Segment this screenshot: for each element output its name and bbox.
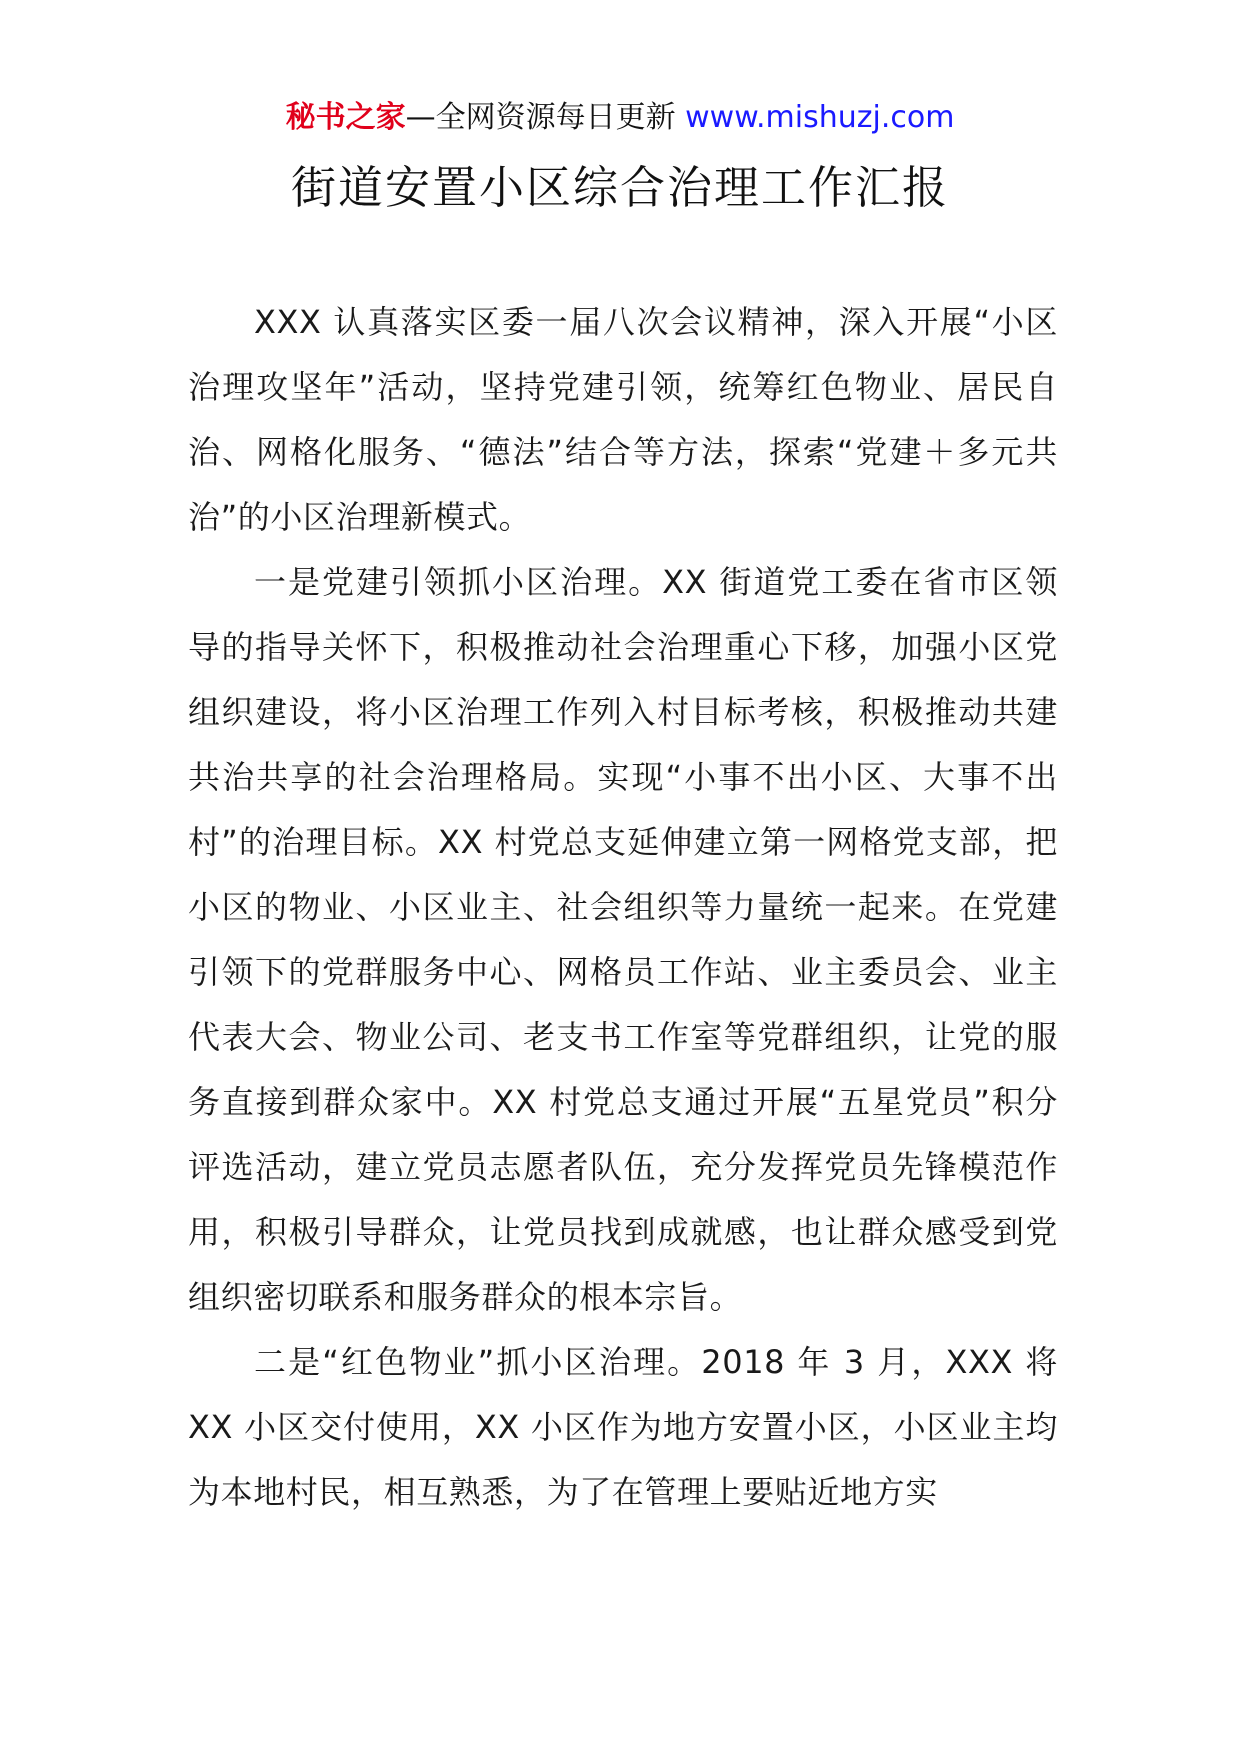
paragraph-intro: XXX 认真落实区委一届八次会议精神，深入开展“小区治理攻坚年”活动，坚持党建引领，统筹红色物业、居民自治、网格化服务、“德法”结合等方法，探索“党建＋多元共治”的小区治理新模式。 (188, 303, 1058, 536)
document-title: 街道安置小区综合治理工作汇报 (290, 161, 949, 214)
site-header (0, 98, 1240, 138)
paragraph-party-building: 一是党建引领抓小区治理。XX 街道党工委在省市区领导的指导关怀下，积极推动社会治理重心下移，加强小区党组织建设，将小区治理工作列入村目标考核，积极推动共建共治共享的社会治理格局。实现“小事不出小区、大事不出村”的治理目标。XX 村党总支延伸建立第一网格党支部，把小区的物业、小区业主、社会组织等力量统一起来。在党建引领下的党群服务中心、网格员工作站、业主委员会、业主代表大会、物业公司、老支书工作室等党群组织，让党的服务直接到群众家中。XX 村党总支通过开展“五星党员”积分评选活动，建立党员志愿者队伍，充分发挥党员先锋模范作用，积极引导群众，让党员找到成就感，也让群众感受到党组织密切联系和服务群众的根本宗旨。 (188, 563, 1058, 1316)
site-url-link[interactable]: www.mishuzj.com (685, 100, 955, 135)
paragraph-red-property: 二是“红色物业”抓小区治理。2018 年 3 月，XXX 将 XX 小区交付使用，XX 小区作为地方安置小区，小区业主均为本地村民，相互熟悉，为了在管理上要贴近地方实 (188, 1343, 1058, 1511)
document-body (188, 290, 1058, 1525)
site-brand: 秘书之家 (285, 100, 406, 135)
site-tagline: —全网资源每日更新 (405, 100, 676, 135)
